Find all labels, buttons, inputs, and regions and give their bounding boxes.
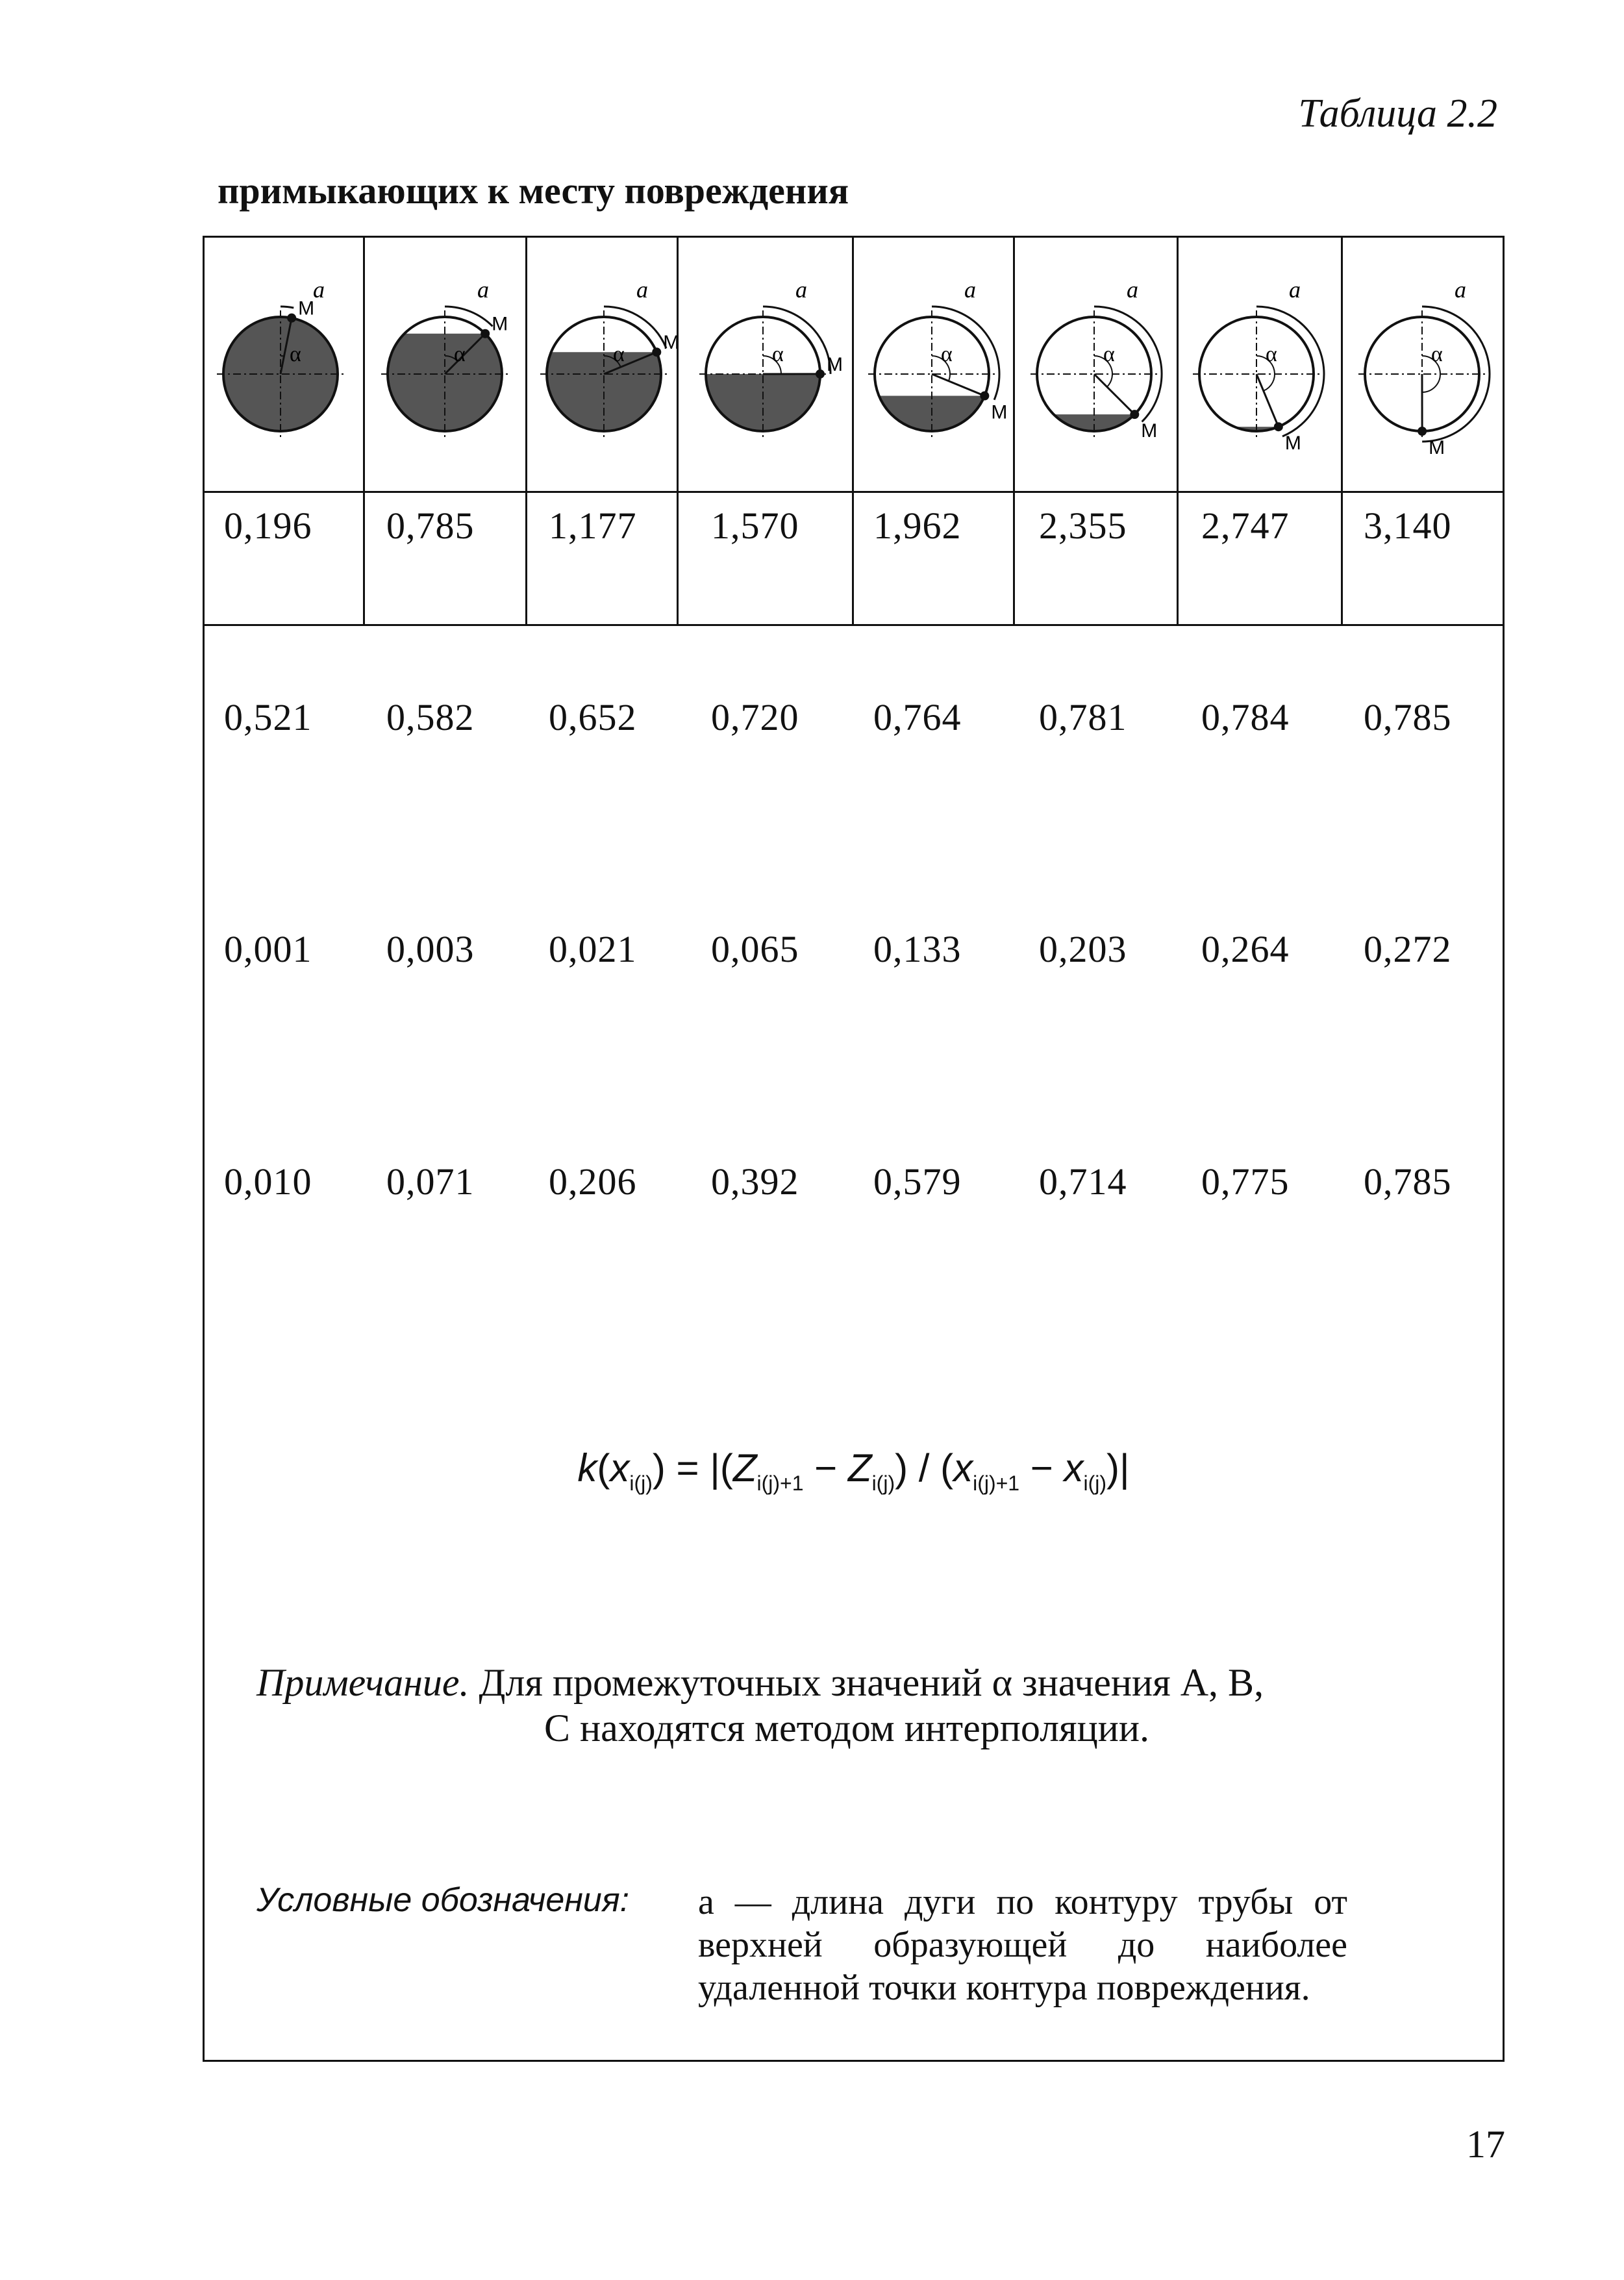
coefficient-c-value: 0,785 [1364, 1160, 1452, 1203]
radius-line [1094, 374, 1134, 414]
coefficient-a-value: 0,764 [873, 696, 962, 738]
damage-diagram [857, 264, 1006, 471]
coefficient-b-value: 0,203 [1039, 928, 1127, 970]
damage-diagram [1347, 264, 1497, 471]
formula-x: x [1064, 1446, 1084, 1490]
formula-z: Z [732, 1446, 757, 1490]
damage-diagram [529, 264, 679, 471]
column-divider [1341, 238, 1343, 626]
coefficient-b-value: 0,065 [711, 928, 799, 970]
legend-label: Условные обозначения: [256, 1881, 630, 1919]
column-divider [363, 238, 365, 626]
point-m-marker [481, 329, 490, 338]
coefficient-a-value: 0,781 [1039, 696, 1127, 738]
column-divider [1013, 238, 1015, 626]
alpha-value: 2,355 [1039, 505, 1127, 547]
formula-slash: ) / ( [895, 1446, 954, 1490]
arc-label: a [1455, 277, 1466, 303]
column-divider [852, 238, 854, 626]
point-m-marker [1274, 422, 1283, 431]
formula-x: x [953, 1446, 973, 1490]
formula-k: k [577, 1446, 597, 1490]
formula-sub: i(j) [629, 1472, 653, 1495]
angle-label: α [613, 342, 625, 366]
formula-minus: − [1019, 1446, 1064, 1490]
alpha-value: 3,140 [1364, 505, 1452, 547]
damage-diagram-svg [206, 264, 355, 471]
column-divider [1177, 238, 1179, 626]
damage-diagram-svg [1019, 264, 1169, 471]
coefficient-c-value: 0,206 [549, 1160, 637, 1203]
formula: $k(x_{i(j)}) = |(Z_{i(j)+1} - Z_{i(j)}) / (x_{i(j)+1} - x_{i(j)})|$ [577, 1446, 1130, 1495]
angle-label: α [454, 342, 466, 366]
damage-diagram [688, 264, 843, 471]
formula-sub: i(j) [871, 1472, 895, 1495]
arc-a [281, 307, 294, 308]
legend-text: а — длина дуги по контуру трубы от верхней образующей до наиболее удаленной точки контура повреждения. [698, 1882, 1347, 2008]
alpha-value: 0,196 [224, 505, 312, 547]
damage-diagram [206, 264, 355, 471]
arc-label: a [795, 277, 807, 303]
angle-label: α [290, 342, 301, 366]
point-m-marker [287, 314, 296, 323]
arc-label: a [964, 277, 976, 303]
point-label: M [663, 332, 680, 354]
coefficient-b-value: 0,272 [1364, 928, 1452, 970]
point-m-marker [1130, 410, 1139, 419]
note [256, 1660, 1373, 1749]
coefficient-b-value: 0,133 [873, 928, 962, 970]
damage-diagram [1019, 264, 1169, 471]
coefficient-b-value: 0,001 [224, 928, 312, 970]
angle-label: α [1103, 342, 1115, 366]
alpha-value: 1,570 [711, 505, 799, 547]
row-divider [205, 624, 1503, 626]
radius-line [1256, 374, 1279, 427]
page-number: 17 [1466, 2123, 1505, 2166]
alpha-value: 0,785 [386, 505, 475, 547]
coefficient-a-value: 0,785 [1364, 696, 1452, 738]
point-label: M [298, 297, 315, 319]
coefficient-c-value: 0,714 [1039, 1160, 1127, 1203]
coefficient-a-value: 0,784 [1201, 696, 1290, 738]
table-caption: Таблица 2.2 [1298, 92, 1497, 136]
point-label: M [492, 313, 508, 335]
coefficient-b-value: 0,021 [549, 928, 637, 970]
note-label: Примечание. [256, 1661, 469, 1704]
point-m-marker [980, 392, 989, 401]
formula-sub: i(j) [1083, 1472, 1107, 1495]
alpha-value: 2,747 [1201, 505, 1290, 547]
arc-label: a [1127, 277, 1138, 303]
radius-line [932, 374, 984, 396]
point-label: M [1141, 420, 1158, 442]
damage-diagram-svg [1347, 264, 1497, 471]
angle-label: α [772, 342, 784, 366]
coefficient-a-value: 0,521 [224, 696, 312, 738]
damage-diagram [370, 264, 519, 471]
point-m-marker [816, 370, 825, 379]
coefficient-c-value: 0,010 [224, 1160, 312, 1203]
angle-label: α [1266, 342, 1277, 366]
damage-diagram-svg [529, 264, 679, 471]
coefficient-c-value: 0,775 [1201, 1160, 1290, 1203]
point-label: M [827, 353, 843, 375]
formula-z: Z [847, 1446, 872, 1490]
angle-label: α [941, 342, 953, 366]
formula-sub: i(j)+1 [756, 1472, 804, 1495]
damage-diagram-svg [1182, 264, 1331, 471]
point-label: M [1429, 436, 1445, 458]
coefficient-a-value: 0,720 [711, 696, 799, 738]
alpha-value: 1,177 [549, 505, 637, 547]
formula-close: )| [1106, 1446, 1130, 1490]
row-divider [205, 491, 1503, 493]
arc-label: a [636, 277, 648, 303]
alpha-value: 1,962 [873, 505, 962, 547]
arc-label: a [1289, 277, 1301, 303]
table-subtitle: примыкающих к месту повреждения [218, 169, 849, 212]
table-frame [203, 236, 1505, 2062]
coefficient-c-value: 0,579 [873, 1160, 962, 1203]
formula-x: x [610, 1446, 630, 1490]
point-label: M [991, 401, 1008, 423]
formula-minus: − [803, 1446, 848, 1490]
point-m-marker [652, 347, 661, 357]
coefficient-c-value: 0,071 [386, 1160, 475, 1203]
point-label: M [1284, 432, 1301, 455]
coefficient-b-value: 0,003 [386, 928, 475, 970]
coefficient-a-value: 0,652 [549, 696, 637, 738]
angle-arc [281, 356, 284, 357]
note-line-1: Для промежуточных значений α значения А, В, [479, 1661, 1264, 1704]
coefficient-c-value: 0,392 [711, 1160, 799, 1203]
coefficient-a-value: 0,582 [386, 696, 475, 738]
column-divider [525, 238, 527, 626]
note-line-2: С находятся методом интерполяции. [544, 1707, 1149, 1749]
point-m-marker [1418, 427, 1427, 436]
angle-label: α [1431, 342, 1443, 366]
arc-label: a [313, 277, 325, 303]
arc-label: a [477, 277, 489, 303]
formula-eq: = |( [665, 1446, 733, 1490]
damage-diagram-svg [370, 264, 519, 471]
coefficient-b-value: 0,264 [1201, 928, 1290, 970]
damage-diagram-svg [857, 264, 1006, 471]
formula-sub: i(j)+1 [973, 1472, 1020, 1495]
damage-diagram [1182, 264, 1331, 471]
damage-diagram-svg [688, 264, 843, 471]
